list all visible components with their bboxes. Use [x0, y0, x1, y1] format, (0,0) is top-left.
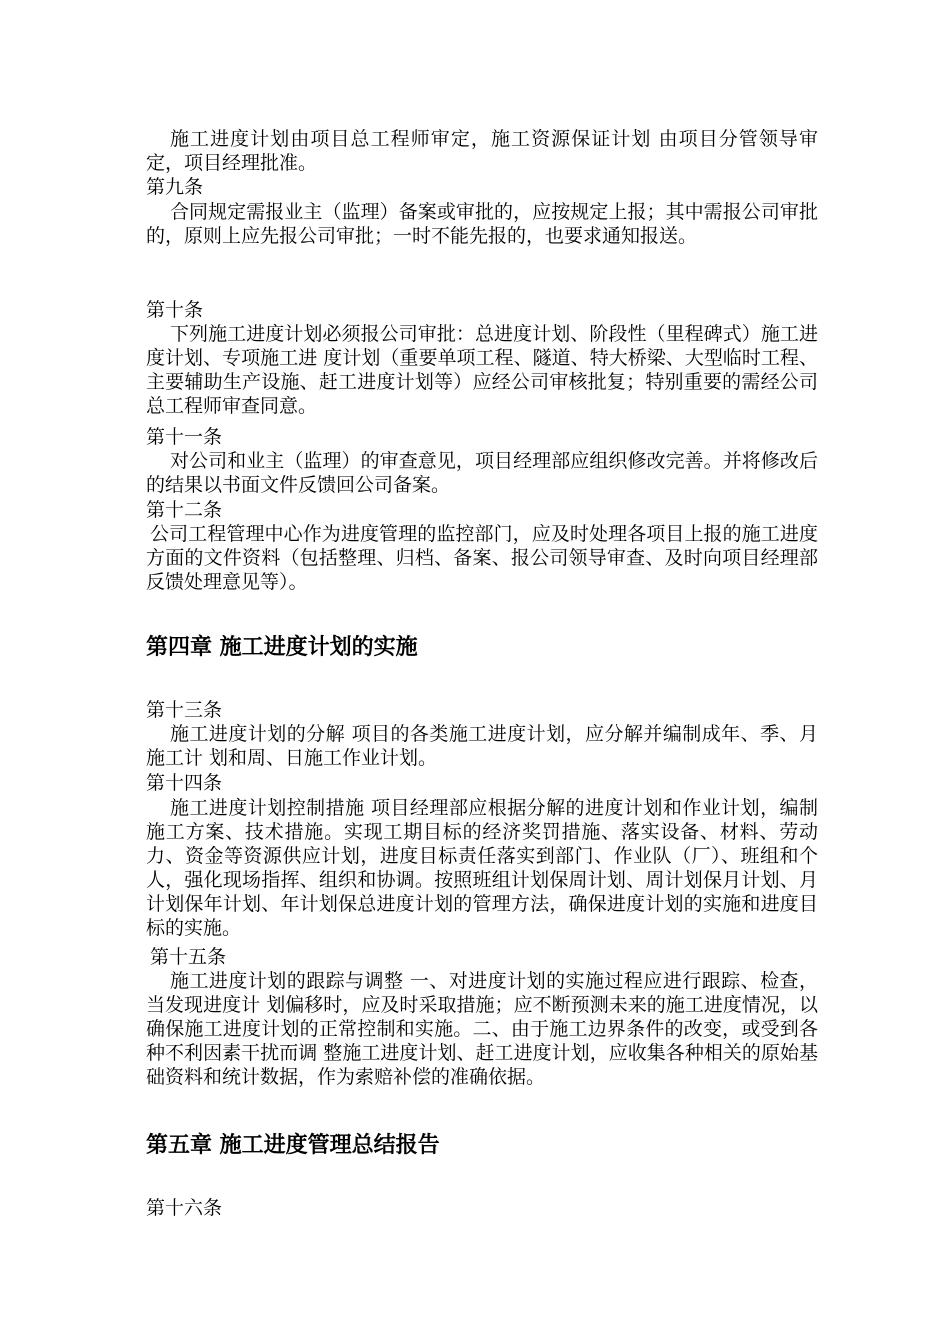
- paragraph-text: 施工进度计划的分解 项目的各类施工进度计划，应分解并编制成年、季、月施工计 划和周、日施工作业计划。: [146, 723, 818, 769]
- article-15-label: 第十五条: [150, 946, 227, 968]
- article-12-label: 第十二条: [146, 499, 223, 521]
- paragraph-text: 对公司和业主（监理）的审查意见，项目经理部应组织修改完善。并将修改后的结果以书面文件反馈回公司备案。: [146, 450, 818, 496]
- paragraph-article-11: [146, 449, 818, 497]
- paragraph-text: 合同规定需报业主（监理）备案或审批的，应按规定上报；其中需报公司审批的，原则上应先报公司审批；一时不能先报的，也要求通知报送。: [146, 201, 818, 247]
- paragraph-article-13: [146, 722, 818, 770]
- article-14-label: 第十四条: [146, 772, 223, 794]
- paragraph-text: 施工进度计划的跟踪与调整 一、对进度计划的实施过程应进行跟踪、检查，当发现进度计 划偏移时，应及时采取措施；应不断预测未来的施工进度情况，以确保施工进度计划的正常控制和实施。二、由于施工边界条件的改变，或受到各种不利因素干扰而调 整施工进度计划、赶工进度计划，应收集各种相关的原始基础资料和统计数据，作为索赔补偿的准确依据。: [146, 970, 818, 1088]
- paragraph-text: 施工进度计划由项目总工程师审定，施工资源保证计划 由项目分管领导审定，项目经理批准。: [146, 128, 818, 174]
- article-11-label: 第十一条: [146, 426, 223, 448]
- paragraph-text: 下列施工进度计划必须报公司审批：总进度计划、阶段性（里程碑式）施工进度计划、专项施工进 度计划（重要单项工程、隧道、特大桥梁、大型临时工程、主要辅助生产设施、赶工进度计划等）应经公司审核批复；特别重要的需经公司总工程师审查同意。: [146, 323, 818, 417]
- article-13-label: 第十三条: [146, 699, 223, 721]
- article-16-label: 第十六条: [146, 1197, 223, 1219]
- article-10-label: 第十条: [146, 299, 204, 321]
- paragraph-article-10: [146, 322, 818, 418]
- chapter-5-heading: 第五章 施工进度管理总结报告: [146, 1133, 440, 1158]
- paragraph-text: 公司工程管理中心作为进度管理的监控部门，应及时处理各项目上报的施工进度方面的文件资料（包括整理、归档、备案、报公司领导审查、及时向项目经理部反馈处理意见等）。: [146, 523, 818, 593]
- paragraph-article-9: [146, 200, 818, 248]
- paragraph-article-12: [146, 522, 818, 594]
- paragraph-article-14: [146, 796, 818, 940]
- paragraph-text: 施工进度计划控制措施 项目经理部应根据分解的进度计划和作业计划，编制施工方案、技术措施。实现工期目标的经济奖罚措施、落实设备、材料、劳动力、资金等资源供应计划，进度目标责任落实到部门、作业队（厂）、班组和个人，强化现场指挥、组织和协调。按照班组计划保周计划、周计划保月计划、月计划保年计划、年计划保总进度计划的管理方法，确保进度计划的实施和进度目标的实施。: [146, 797, 818, 939]
- chapter-4-heading: 第四章 施工进度计划的实施: [146, 635, 418, 660]
- paragraph-article-8: [146, 127, 818, 175]
- paragraph-article-15: [146, 969, 818, 1089]
- article-9-label: 第九条: [146, 176, 204, 198]
